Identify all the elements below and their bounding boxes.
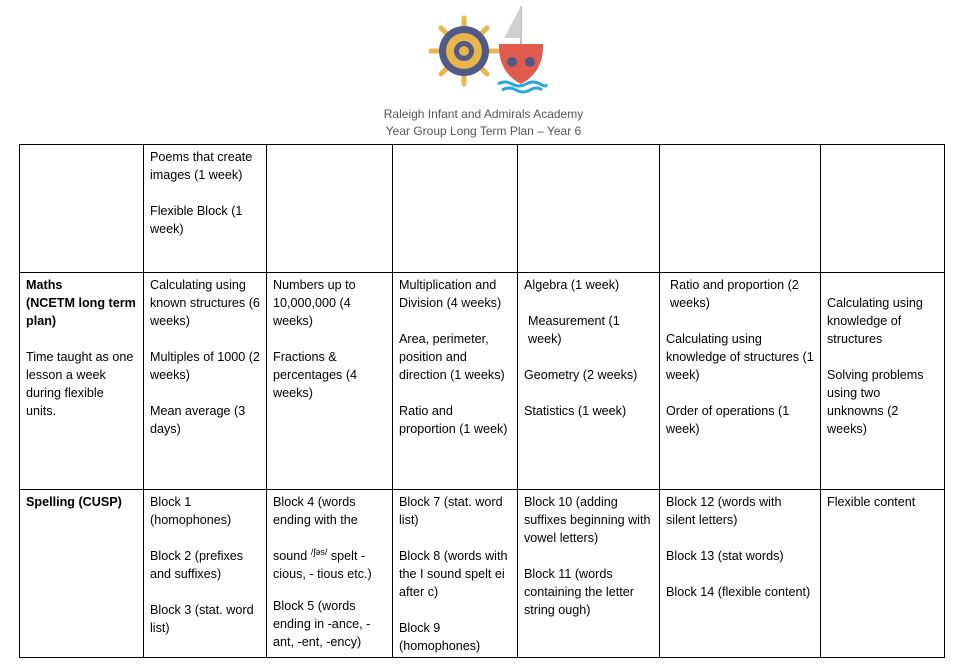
cell-text: Geometry (2 weeks) [524,368,638,382]
cell-text [273,547,386,565]
cell-text: Block 9 (homophones) [399,621,481,653]
cell-text: Block 11 (words containing the letter string ough) [524,567,634,617]
phoneme-notation: /ʃəs/ [310,546,328,557]
school-logo [428,4,552,98]
cell-text: Block 10 (adding suffixes beginning with vowel letters) [524,495,651,545]
cell-text: Block 4 (words ending with the [273,495,358,527]
cell-text: Block 7 (stat. word list) [399,495,503,527]
cell-text: Measurement (1 week) [528,314,620,346]
table-cell [144,490,267,658]
table-cell [518,145,660,273]
cell-text: Multiples of 1000 (2 weeks) [150,350,260,382]
table-row [20,490,945,658]
table-cell [518,273,660,490]
cell-text: Solving problems using two unknowns (2 weeks) [827,368,924,436]
cell-text: Area, perimeter, position and direction (1 weeks) [399,332,505,382]
subject-note: Time taught as one lesson a week during flexible units. [26,350,134,418]
cell-text: Block 2 (prefixes and suffixes) [150,549,244,581]
subject-cell [20,145,144,273]
table-cell [393,273,518,490]
table-cell [393,490,518,658]
cell-text: Statistics (1 week) [524,404,627,418]
cell-text: Ratio and proportion (2 weeks) [670,278,799,310]
subject-sublabel: (NCETM long term plan) [26,296,136,328]
cell-text: Block 14 (flexible content) [666,585,811,599]
cell-text: Block 1 (homophones) [150,495,232,527]
cell-text: Calculating using known structures (6 weeks) [150,278,260,328]
table-cell [821,273,945,490]
cell-text: Order of operations (1 week) [666,404,790,436]
cell-text: Block 8 (words with the I sound spelt ei after c) [399,549,508,599]
cell-text-part: spelt - [330,549,366,563]
cell-text-part: sound [273,549,308,563]
subject-label: Spelling (CUSP) [26,495,122,509]
table-cell [144,145,267,273]
table-cell [660,273,821,490]
table-cell [144,273,267,490]
cell-text: Numbers up to 10,000,000 (4 weeks) [273,278,356,328]
cell-text: Flexible Block (1 week) [150,204,243,236]
subject-cell [20,273,144,490]
table-cell [393,145,518,273]
table-cell [518,490,660,658]
cell-text: Block 5 (words ending in -ance, -ant, -ent, -ency) [273,599,371,649]
cell-text: Calculating using knowledge of structures [827,296,923,346]
cell-text: Flexible content [827,495,916,509]
cell-text: Block 3 (stat. word list) [150,603,254,635]
table-cell [267,145,393,273]
table-cell [821,490,945,658]
cell-text: Mean average (3 days) [150,404,246,436]
school-name: Raleigh Infant and Admirals Academy [383,107,584,121]
ships-wheel-icon [431,18,497,84]
subject-label: Maths [26,278,63,292]
table-cell [660,490,821,658]
cell-text: Poems that create images (1 week) [150,150,253,182]
table-cell [267,490,393,658]
table-row [20,273,945,490]
long-term-plan-table [19,144,945,658]
table-cell [267,273,393,490]
cell-text: Multiplication and Division (4 weeks) [399,278,502,310]
cell-text: Fractions & percentages (4 weeks) [273,350,358,400]
cell-text: Block 13 (stat words) [666,549,784,563]
table-cell [821,145,945,273]
cell-text: cious, - tious etc.) [273,567,372,581]
subject-cell [20,490,144,658]
table-row [20,145,945,273]
cell-text: Algebra (1 week) [524,278,620,292]
cell-text: Block 12 (words with silent letters) [666,495,782,527]
table-cell [660,145,821,273]
cell-text: Ratio and proportion (1 week) [399,404,508,436]
plan-title: Year Group Long Term Plan – Year 6 [385,124,582,138]
cell-text: Calculating using knowledge of structures (1 week) [666,332,814,382]
boat-icon [498,6,546,92]
